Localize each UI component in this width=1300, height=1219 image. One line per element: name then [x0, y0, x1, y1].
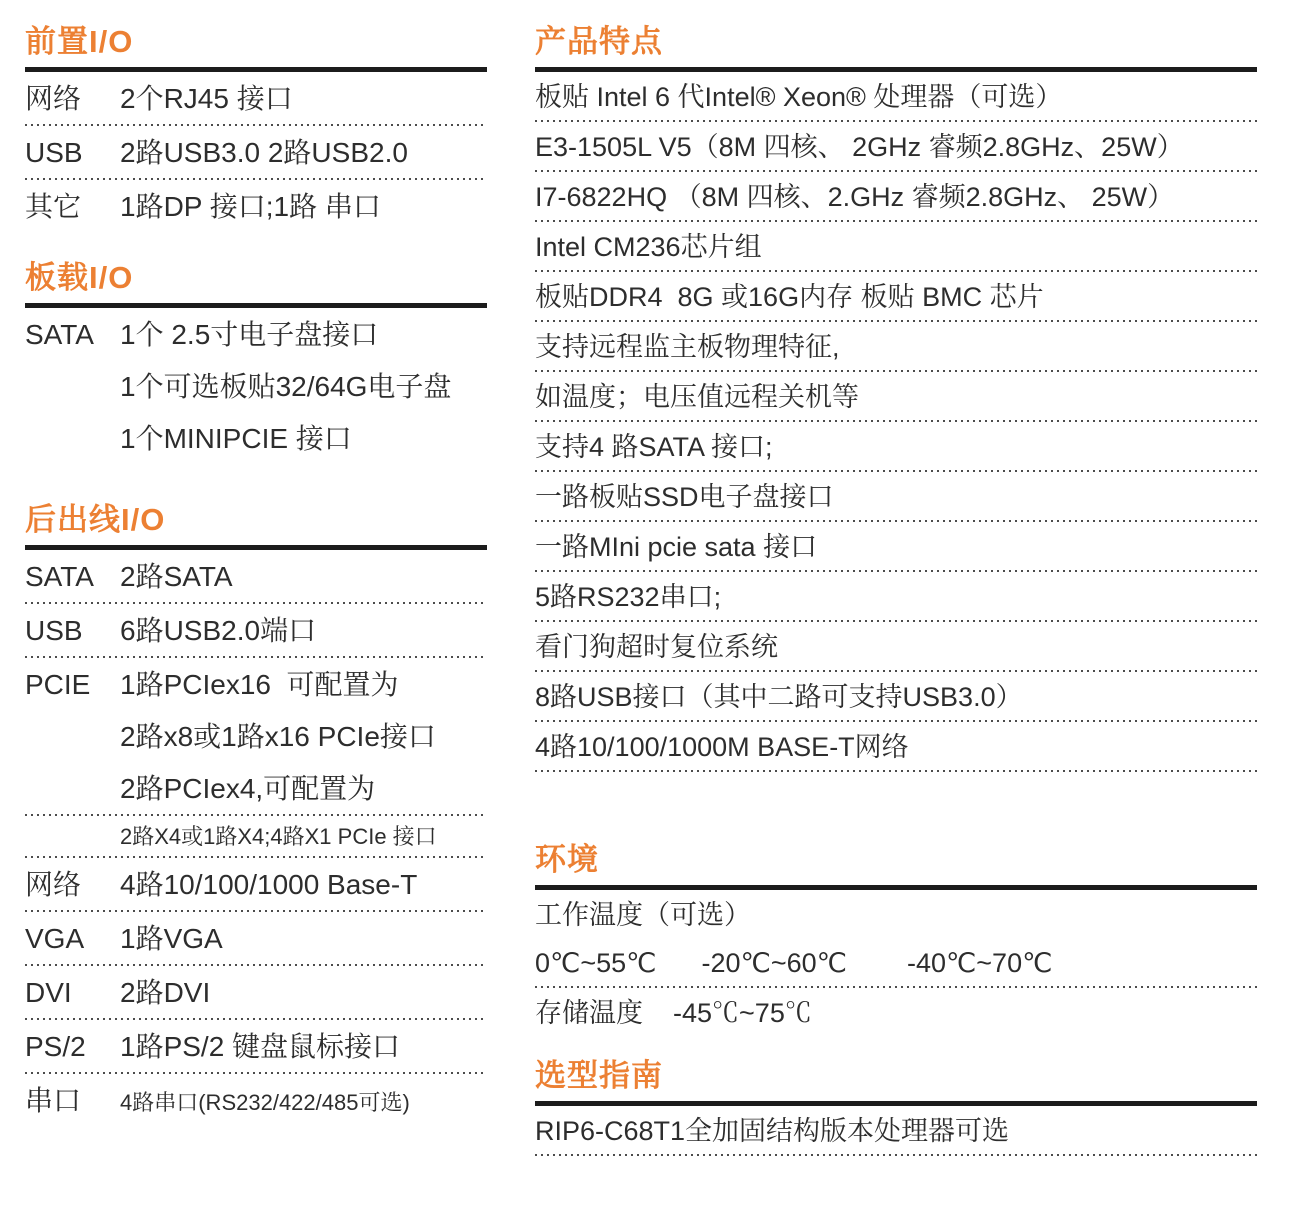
section-items [535, 72, 1257, 772]
spec-value: 2路X4或1路X4;4路X1 PCIe 接口 [120, 824, 437, 849]
feature-item: 支持4 路SATA 接口; [535, 432, 773, 462]
feature-item: Intel CM236芯片组 [535, 232, 762, 262]
feature-item: 0℃~55℃ -20℃~60℃ -40℃~70℃ [535, 948, 1053, 978]
feature-item: RIP6-C68T1全加固结构版本处理器可选 [535, 1116, 1010, 1146]
feature-item: 一路板贴SSD电子盘接口 [535, 482, 834, 512]
section-title-onboard-io: 板载I/O [25, 260, 134, 295]
spec-label: USB [25, 615, 83, 646]
spec-row [25, 1020, 487, 1072]
feature-item: 存储温度 -45℃~75℃ [535, 998, 812, 1028]
spec-row [25, 180, 487, 232]
spec-label: PS/2 [25, 1031, 86, 1062]
feature-item: 一路MIni pcie sata 接口 [535, 532, 818, 562]
feature-item: I7-6822HQ （8M 四核、2.GHz 睿频2.8GHz、 25W） [535, 182, 1175, 212]
dotted-divider [535, 770, 1257, 772]
spec-row [25, 1074, 487, 1126]
spec-row [25, 604, 487, 656]
feature-item: 板贴 Intel 6 代Intel® Xeon® 处理器（可选） [535, 82, 1063, 112]
spec-label: USB [25, 137, 83, 168]
section-rows [25, 308, 487, 464]
spec-label: VGA [25, 923, 85, 954]
feature-item: E3-1505L V5（8M 四核、 2GHz 睿频2.8GHz、25W） [535, 132, 1184, 162]
section-items [535, 1106, 1257, 1156]
section-title-environment: 环境 [535, 842, 599, 877]
feature-item: 4路10/100/1000M BASE-T网络 [535, 732, 909, 762]
spec-value: 1个 2.5寸电子盘接口 [120, 319, 379, 350]
spec-label: DVI [25, 977, 72, 1008]
spec-label: 串口 [25, 1085, 82, 1116]
spec-value: 1个可选板贴32/64G电子盘 [120, 371, 452, 402]
spec-value: 2路PCIex4,可配置为 [120, 773, 376, 804]
spec-row [25, 858, 487, 910]
section-onboard-io [25, 260, 487, 464]
section-items [535, 890, 1257, 1036]
right-column [535, 24, 1257, 1156]
spec-row [25, 710, 487, 762]
spec-label: 其它 [25, 191, 82, 222]
feature-item: 8路USB接口（其中二路可支持USB3.0） [535, 682, 1023, 712]
spec-row [25, 412, 487, 464]
feature-item: 看门狗超时复位系统 [535, 632, 778, 662]
spec-value: 4路串口(RS232/422/485可选) [120, 1090, 410, 1115]
spec-row [25, 72, 487, 124]
spec-label: SATA [25, 561, 94, 592]
spec-value: 1个MINIPCIE 接口 [120, 423, 352, 454]
spec-value: 2路USB3.0 2路USB2.0 [120, 137, 408, 168]
spec-label: 网络 [25, 83, 82, 114]
section-title-rear-io: 后出线I/O [25, 502, 166, 537]
spec-value: 6路USB2.0端口 [120, 615, 317, 646]
spec-row [25, 308, 487, 360]
spec-label: PCIE [25, 669, 91, 700]
section-front-io [25, 24, 487, 232]
feature-item: 支持远程监主板物理特征, [535, 332, 840, 362]
spec-row [25, 912, 487, 964]
feature-item: 板贴DDR4 8G 或16G内存 板贴 BMC 芯片 [535, 282, 1044, 312]
spec-row [25, 550, 487, 602]
spec-row [25, 360, 487, 412]
spec-value: 4路10/100/1000 Base-T [120, 869, 418, 900]
left-column [25, 24, 487, 1156]
spec-row [25, 126, 487, 178]
section-rows [25, 72, 487, 232]
section-product-features [535, 24, 1257, 772]
spec-value: 2路DVI [120, 977, 211, 1008]
section-environment [535, 842, 1257, 1036]
spec-row [25, 658, 487, 710]
spec-value: 1路PS/2 键盘鼠标接口 [120, 1031, 401, 1062]
feature-item: 工作温度（可选） [535, 900, 751, 930]
spec-value: 1路VGA [120, 923, 223, 954]
section-title-front-io: 前置I/O [25, 24, 134, 59]
spec-row [25, 966, 487, 1018]
spec-value: 2个RJ45 接口 [120, 83, 293, 114]
spec-row [25, 816, 487, 856]
spec-value: 1路PCIex16 可配置为 [120, 669, 399, 700]
spec-value: 1路DP 接口;1路 串口 [120, 191, 381, 222]
dotted-divider [535, 1154, 1257, 1156]
section-title-selection-guide: 选型指南 [535, 1058, 663, 1093]
section-selection-guide [535, 1058, 1257, 1156]
spec-value: 2路SATA [120, 561, 233, 592]
section-rows [25, 550, 487, 1126]
spec-label: SATA [25, 319, 94, 350]
spec-row [25, 762, 487, 814]
spec-label: 网络 [25, 869, 82, 900]
spec-value: 2路x8或1路x16 PCIe接口 [120, 721, 436, 752]
feature-item: 如温度；电压值远程关机等 [535, 382, 859, 412]
section-rear-io [25, 502, 487, 1126]
feature-item: 5路RS232串口; [535, 582, 722, 612]
section-title-product-features: 产品特点 [535, 24, 663, 59]
